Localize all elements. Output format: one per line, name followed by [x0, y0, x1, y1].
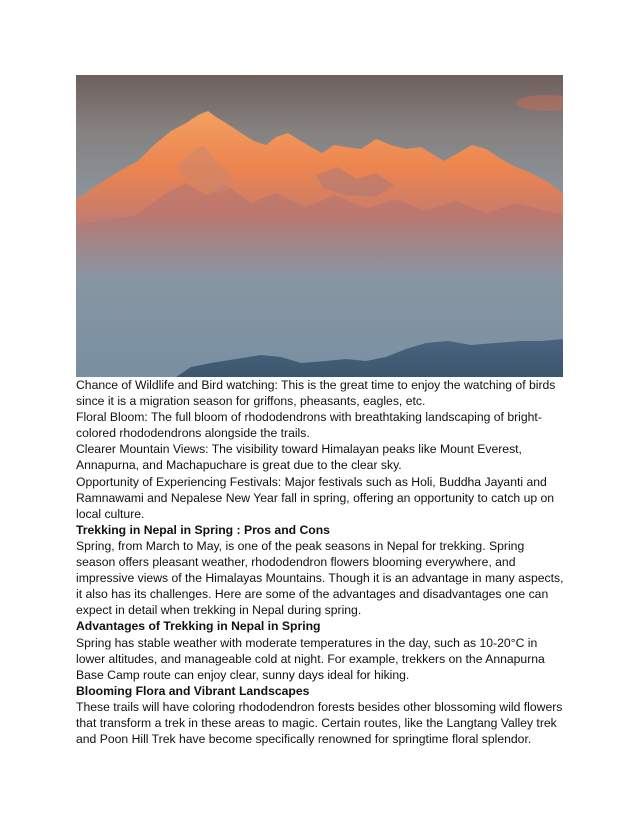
article-body — [76, 377, 566, 747]
paragraph-floral-bloom: Floral Bloom: The full bloom of rhododendrons with breathtaking landscaping of bright-colored rhododendrons alongside the trails. — [76, 410, 542, 441]
paragraph-wildlife: Chance of Wildlife and Bird watching: This is the great time to enjoy the watching of birds since it is a migration season for griffons, pheasants, eagles, etc. — [76, 378, 556, 409]
paragraph-festivals: Opportunity of Experiencing Festivals: Major festivals such as Holi, Buddha Jayanti and Ramnawami and Nepalese New Year fall in spring, offering an opportunity to catch up on local culture. — [76, 474, 555, 521]
paragraph-weather: Spring has stable weather with moderate temperatures in the day, such as 10-20°C in lower altitudes, and manageable cold at night. For example, trekkers on the Annapurna Base Camp route can enjoy clear, sunny days ideal for hiking. — [76, 635, 545, 682]
heading-advantages: Advantages of Trekking in Nepal in Spring — [76, 619, 321, 634]
paragraph-spring-season: Spring, from March to May, is one of the peak seasons in Nepal for trekking. Spring season offers pleasant weather, rhododendron flowers blooming everywhere, and impressive views of the Himalayas Mountains. Though it is an advantage in many aspects, it also has its challenges. Here are some of the advantages and disadvantages one can expect in detail when trekking in Nepal during spring. — [76, 538, 564, 618]
heading-blooming-flora: Blooming Flora and Vibrant Landscapes — [76, 683, 310, 698]
heading-pros-cons: Trekking in Nepal in Spring : Pros and Cons — [76, 522, 330, 537]
paragraph-mountain-views: Clearer Mountain Views: The visibility toward Himalayan peaks like Mount Everest, Annapurna, and Machapuchare is great due to the clear sky. — [76, 442, 522, 473]
paragraph-rhododendron-forests: These trails will have coloring rhododendron forests besides other blossoming wild flowers that transform a trek in these areas to magic. Certain routes, like the Langtang Valley trek and Poon Hill Trek have become specifically renowned for springtime floral splendor. — [76, 699, 563, 747]
mountain-photo — [76, 75, 563, 377]
